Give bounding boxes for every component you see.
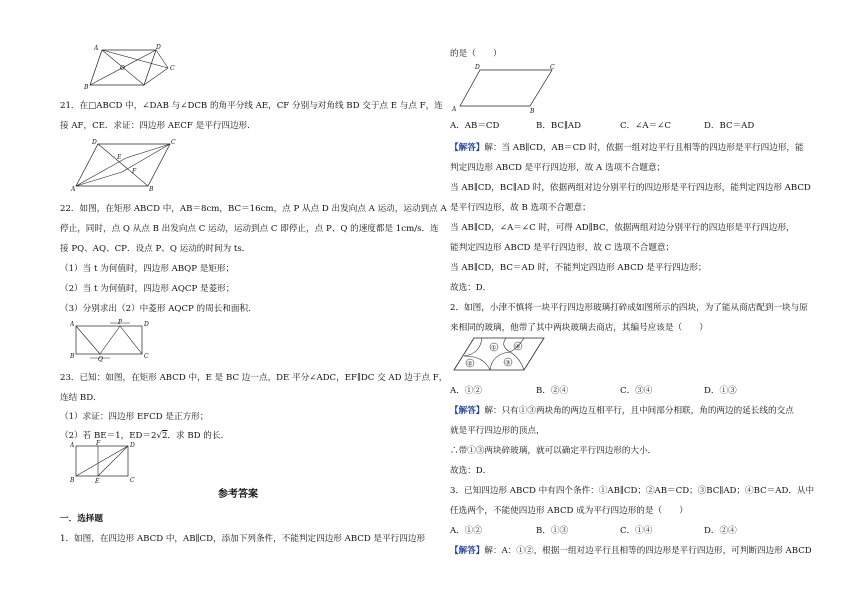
ans3-option-d: D．②④ (704, 526, 737, 536)
ans1-jieda-line2: 判定四边形 ABCD 是平行四边形，故 A 选项不合题意； (450, 163, 666, 173)
q22-line1: 22．如图，在矩形 ABCD 中，AB＝8cm，BC＝16cm，点 P 从点 D 出发向点 A 运动，运动到点 A (60, 204, 447, 214)
section-heading: 一．选择题 (60, 514, 103, 524)
q23-fig-label-f: F (96, 440, 101, 447)
ans2-option-c: C．③④ (620, 386, 653, 396)
ans3-jieda-tag: 【解答】 (450, 546, 485, 556)
q21-fig-label-f: F (132, 168, 137, 175)
ans3-jieda-text1: 解：A：①②，根据一组对边平行且相等的四边形是平行四边形，可判断四边形 ABCD (484, 546, 812, 556)
ans2-jieda-line2: 就是平行四边形的顶点， (450, 426, 545, 436)
q22-sub2: （2）当 t 为何值时，四边形 AQCP 是菱形； (60, 284, 235, 294)
q23-figure (70, 440, 140, 484)
ans2-jieda-line4: 故选：D． (450, 466, 492, 476)
ans2-option-b: B．②④ (536, 386, 569, 396)
q23-sub2-a: （2）若 BE＝1，ED＝2 (60, 431, 157, 441)
ans2-line1: 2．如图，小津不慎将一块平行四边形玻璃打碎成如图所示的四块，为了能从商店配到一块与原 (450, 303, 808, 313)
glass-piece-2: ② (467, 360, 473, 368)
q23-fig-label-e: E (95, 478, 100, 484)
top-fig-label-d: D (156, 44, 161, 51)
top-fig-label-o: O (120, 65, 125, 72)
ans1-fig-label-d: D (475, 64, 480, 71)
parallelogram-diagonals-figure (80, 42, 180, 90)
q23-fig-label-c: C (130, 477, 135, 484)
ans3-option-b: B．①③ (536, 526, 569, 536)
sqrt-sign: √ (156, 431, 162, 441)
ans1-option-c: C．∠A＝∠C (620, 121, 671, 131)
q21-fig-label-d: D (92, 139, 97, 146)
q21-line2: 接 AF，CE．求证：四边形 AECF 是平行四边形． (60, 121, 256, 131)
top-fig-label-a: A (94, 45, 99, 52)
q23-fig-label-d: D (130, 442, 135, 449)
ans1-fig-label-b: B (530, 108, 535, 114)
top-fig-label-c: C (170, 65, 175, 72)
q23-sub1: （1）求证：四边形 EFCD 是正方形； (60, 412, 209, 422)
q23-line1: 23．已知：如图，在矩形 ABCD 中，E 是 BC 边一点，DE 平分∠ADC，EF∥DC 交 AD 边于点 F， (60, 373, 448, 383)
ans2-option-a: A．①② (450, 386, 482, 396)
ans1-cont: 的是（ ） (450, 49, 502, 59)
q22-line2: 停止，同时，点 Q 从点 B 出发向点 C 运动，运动到点 C 即停止，点 P、Q 的速度都是 1cm/s．连 (60, 224, 439, 234)
ans1-option-a: A．AB＝CD (450, 121, 500, 131)
ans3-line2: 任选两个，不能使四边形 ABCD 成为平行四边形的是（ ） (450, 506, 688, 516)
ans1-jieda-text1: 解：当 AB∥CD，AB＝CD 时，依据一组对边平行且相等的四边形是平行四边形，能 (484, 143, 804, 153)
ans1-jieda-line7: 当 AB∥CD，BC＝AD 时，不能判定四边形 ABCD 是平行四边形； (450, 263, 707, 273)
ans1-jieda-line5: 当 AB∥CD，∠A＝∠C 时，可得 AD∥BC，依据两组对边分别平行的四边形是平行四边形， (450, 223, 795, 233)
q22-fig-label-d: D (144, 321, 149, 328)
q22-fig-label-p: P (118, 319, 123, 326)
ans1-figure (450, 62, 560, 114)
ans2-jieda-tag: 【解答】 (450, 406, 485, 416)
ans2-jieda-text1: 解：只有①③两块角的两边互相平行，且中间部分相联，角的两边的延长线的交点 (484, 406, 794, 416)
glass-piece-4: ④ (515, 343, 521, 351)
q23-sub2-b: ．求 BD 的长． (167, 431, 230, 441)
q23-sub2-root: 2 (161, 431, 168, 441)
ans3-option-a: A．①② (450, 526, 482, 536)
q22-fig-label-q: Q (98, 356, 103, 362)
q22-fig-label-a: A (70, 321, 75, 328)
ans1-option-b: B．BC∥AD (536, 121, 582, 131)
glass-piece-3: ③ (505, 359, 511, 367)
answers-title: 参考答案 (218, 489, 258, 500)
q23-line2: 连结 BD． (60, 393, 102, 403)
ans3-jieda-line1 (450, 545, 812, 557)
q21-fig-label-a: A (71, 186, 76, 192)
ans2-option-d: D．①③ (704, 386, 737, 396)
q22-fig-label-b: B (70, 353, 75, 360)
ans2-jieda-line1 (450, 405, 794, 417)
top-fig-label-b: B (84, 84, 89, 90)
q22-sub1: （1）当 t 为何值时，四边形 ABQP 是矩形； (60, 264, 235, 274)
q21-fig-label-b: B (149, 186, 154, 192)
ans3-line1: 3．已知四边形 ABCD 中有四个条件：①AB∥CD；②AB＝CD；③BC∥AD；④BC＝AD．从中 (450, 486, 815, 496)
ans1-jieda-line6: 能判定四边形 ABCD 是平行四边形，故 C 选项不合题意； (450, 243, 675, 253)
q21-figure (70, 136, 180, 192)
q23-fig-label-a: A (70, 442, 75, 449)
q22-figure (70, 318, 150, 362)
glass-piece-1: ① (491, 344, 497, 352)
ans1-jieda-tag: 【解答】 (450, 143, 485, 153)
q21-fig-label-c: C (171, 139, 176, 146)
q22-fig-label-c: C (144, 353, 149, 360)
ans1-line1: 1．如图，在四边形 ABCD 中，AB∥CD，添加下列条件，不能判定四边形 ABCD 是平行四边形 (60, 534, 426, 544)
q21-fig-label-e: E (117, 154, 122, 161)
ans1-fig-label-c: C (550, 64, 555, 71)
q22-sub3: （3）分别求出（2）中菱形 AQCP 的周长和面积． (60, 304, 257, 314)
q22-line3: 接 PQ、AQ、CP．设点 P、Q 运动的时间为 ts． (60, 244, 251, 254)
ans2-jieda-line3: ∴带①③两块碎玻璃，就可以确定平行四边形的大小． (450, 446, 657, 456)
ans1-fig-label-a: A (452, 106, 457, 113)
q21-line1: 21．在□ABCD 中，∠DAB 与∠DCB 的角平分线 AE，CF 分别与对角线 BD 交于点 E 与点 F，连 (60, 101, 443, 111)
ans1-jieda-line4: 是平行四边形，故 B 选项不合题意； (450, 203, 591, 213)
ans1-jieda-line3: 当 AB∥CD，BC∥AD 时，依据两组对边分别平行的四边形是平行四边形，能判定四边形 ABCD (450, 183, 811, 193)
ans1-jieda-line1 (450, 142, 804, 154)
ans2-line2: 来相同的玻璃，他带了其中两块玻璃去商店，其编号应该是（ ） (450, 323, 708, 333)
ans1-option-d: D．BC＝AD (704, 121, 755, 131)
broken-glass-figure (450, 334, 550, 374)
ans1-jieda-line8: 故选：D． (450, 283, 492, 293)
q23-fig-label-b: B (70, 477, 75, 484)
ans3-option-c: C．①④ (620, 526, 653, 536)
